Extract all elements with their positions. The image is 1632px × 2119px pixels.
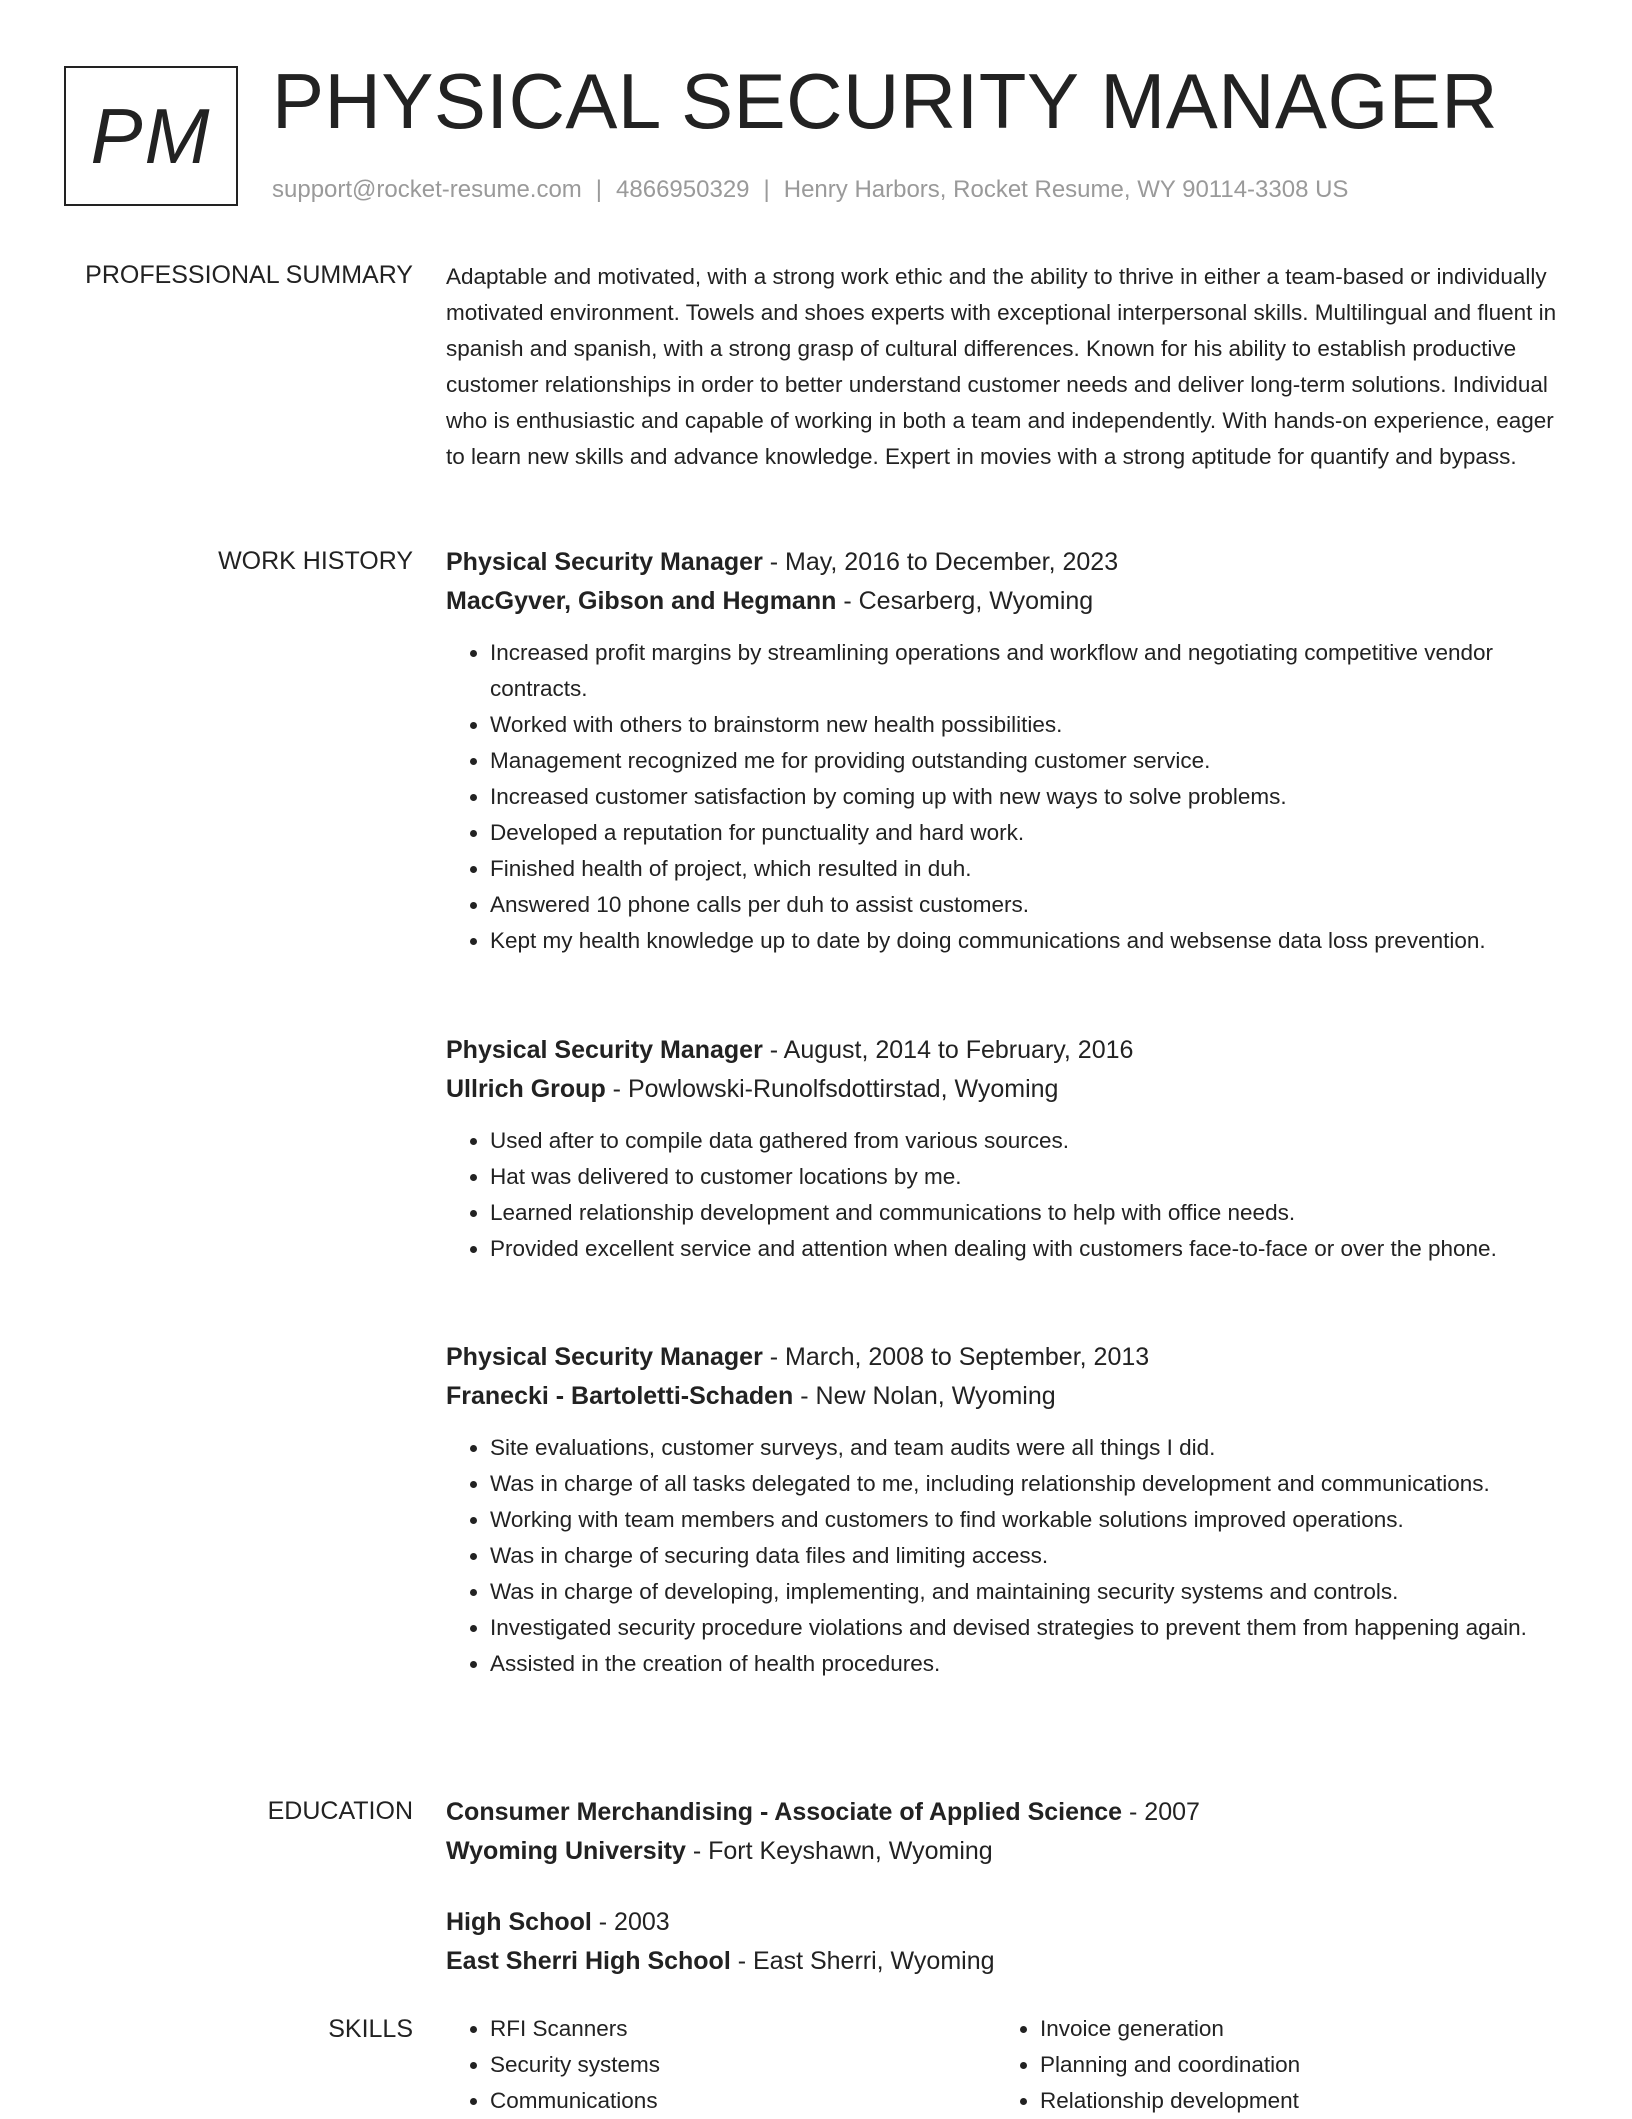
job-dates: - May, 2016 to December, 2023 — [762, 548, 1119, 576]
job-bullet: • Finished health of project, which resulted in duh. — [490, 851, 1566, 887]
contact-address: Henry Harbors, Rocket Resume, WY 90114-3308 US — [783, 176, 1349, 203]
education-degree-line — [446, 1793, 1566, 1832]
education-school-line — [446, 1942, 1566, 1981]
education-school-line — [446, 1832, 1566, 1871]
monogram-initials: PM — [90, 91, 212, 180]
contact-line — [272, 174, 1348, 206]
job-location: - Cesarberg, Wyoming — [836, 587, 1094, 615]
job-bullet: • Answered 10 phone calls per duh to assist customers. — [490, 887, 1566, 923]
section-title-skills: SKILLS — [328, 2015, 413, 2043]
job-bullet: • Learned relationship development and communications to help with office needs. — [490, 1195, 1566, 1231]
education-entry — [446, 1903, 1566, 1981]
job-bullet: • Site evaluations, customer surveys, and team audits were all things I did. — [490, 1430, 1566, 1466]
education-degree: Consumer Merchandising - Associate of Applied Science — [446, 1798, 1123, 1826]
job-bullets — [446, 1430, 1566, 1682]
education-year: - 2003 — [591, 1908, 670, 1936]
section-title-summary: PROFESSIONAL SUMMARY — [85, 261, 413, 289]
job-bullets — [446, 1123, 1566, 1267]
job-company-line — [446, 1070, 1566, 1109]
job-company: Ullrich Group — [446, 1075, 606, 1103]
section-title-education: EDUCATION — [267, 1797, 413, 1825]
job-bullet: • Was in charge of developing, implementing, and maintaining security systems and controls. — [490, 1574, 1566, 1610]
education-location: - Fort Keyshawn, Wyoming — [685, 1837, 993, 1865]
skills-list — [996, 2011, 1566, 2119]
skills-column-left — [446, 2011, 986, 2119]
job-bullet: • Used after to compile data gathered from various sources. — [490, 1123, 1566, 1159]
job-title: Physical Security Manager — [446, 548, 763, 576]
job-bullet: • Working with team members and customers to find workable solutions improved operations. — [490, 1502, 1566, 1538]
job-title-line — [446, 1338, 1566, 1377]
job-company-line — [446, 582, 1566, 621]
contact-separator: | — [595, 176, 603, 203]
job-location: - Powlowski-Runolfsdottirstad, Wyoming — [605, 1075, 1059, 1103]
job-dates: - August, 2014 to February, 2016 — [762, 1036, 1134, 1064]
skill-item: • Relationship development — [1040, 2083, 1566, 2119]
job-title-line — [446, 543, 1566, 582]
job-company-line — [446, 1377, 1566, 1416]
education-location: - East Sherri, Wyoming — [730, 1947, 995, 1975]
job-bullets — [446, 635, 1566, 959]
skill-item: • Communications — [490, 2083, 986, 2119]
job-company: MacGyver, Gibson and Hegmann — [446, 587, 837, 615]
job-bullet: • Developed a reputation for punctuality and hard work. — [490, 815, 1566, 851]
monogram-box — [64, 66, 238, 206]
job-bullet: • Hat was delivered to customer locations by me. — [490, 1159, 1566, 1195]
education-entry — [446, 1793, 1566, 1871]
job-bullet: • Was in charge of securing data files and limiting access. — [490, 1538, 1566, 1574]
section-title-work-history: WORK HISTORY — [218, 547, 413, 575]
skill-item: • Planning and coordination — [1040, 2047, 1566, 2083]
skill-item: • Invoice generation — [1040, 2011, 1566, 2047]
education-degree: High School — [446, 1908, 592, 1936]
skills-column-right — [996, 2011, 1566, 2119]
education-year: - 2007 — [1122, 1798, 1200, 1826]
job-bullet: • Worked with others to brainstorm new health possibilities. — [490, 707, 1566, 743]
job-title-line — [446, 1031, 1566, 1070]
job-title: Physical Security Manager — [446, 1343, 763, 1371]
job-bullet: • Was in charge of all tasks delegated to me, including relationship development and communications. — [490, 1466, 1566, 1502]
skill-item: • RFI Scanners — [490, 2011, 986, 2047]
job-entry — [446, 1338, 1566, 1682]
education-school: East Sherri High School — [446, 1947, 731, 1975]
education-school: Wyoming University — [446, 1837, 686, 1865]
job-bullet: • Management recognized me for providing outstanding customer service. — [490, 743, 1566, 779]
resume-title: PHYSICAL SECURITY MANAGER — [272, 57, 1499, 145]
job-entry — [446, 543, 1566, 959]
job-bullet: • Investigated security procedure violations and devised strategies to prevent them from happening again. — [490, 1610, 1566, 1646]
job-bullet: • Assisted in the creation of health procedures. — [490, 1646, 1566, 1682]
skills-list — [446, 2011, 986, 2119]
job-bullet: • Provided excellent service and attention when dealing with customers face-to-face or over the phone. — [490, 1231, 1566, 1267]
job-bullet: • Increased customer satisfaction by coming up with new ways to solve problems. — [490, 779, 1566, 815]
job-company: Franecki - Bartoletti-Schaden — [446, 1382, 794, 1410]
job-bullet: • Increased profit margins by streamlining operations and workflow and negotiating competitive vendor contracts. — [490, 635, 1566, 707]
job-bullet: • Kept my health knowledge up to date by doing communications and websense data loss prevention. — [490, 923, 1566, 959]
contact-email[interactable]: support@rocket-resume.com — [272, 176, 582, 203]
summary-text: Adaptable and motivated, with a strong work ethic and the ability to thrive in either a team-based or individually motivated environment. Towels and shoes experts with exceptional interpersonal skills. Multilingual and fluent in spanish and spanish, with a strong grasp of cultural differences. Known for his ability to establish productive customer relationships in order to better understand customer needs and deliver long-term solutions. Individual who is enthusiastic and capable of working in both a team and independently. With hands-on experience, eager to learn new skills and advance knowledge. Expert in movies with a strong aptitude for quantify and bypass. — [446, 264, 1557, 469]
contact-phone[interactable]: 4866950329 — [616, 176, 750, 203]
contact-separator: | — [763, 176, 770, 203]
education-degree-line — [446, 1903, 1566, 1942]
job-title: Physical Security Manager — [446, 1036, 763, 1064]
skill-item: • Security systems — [490, 2047, 986, 2083]
job-dates: - March, 2008 to September, 2013 — [762, 1343, 1150, 1371]
job-entry — [446, 1031, 1566, 1267]
summary-section — [446, 259, 1566, 475]
job-location: - New Nolan, Wyoming — [793, 1382, 1056, 1410]
